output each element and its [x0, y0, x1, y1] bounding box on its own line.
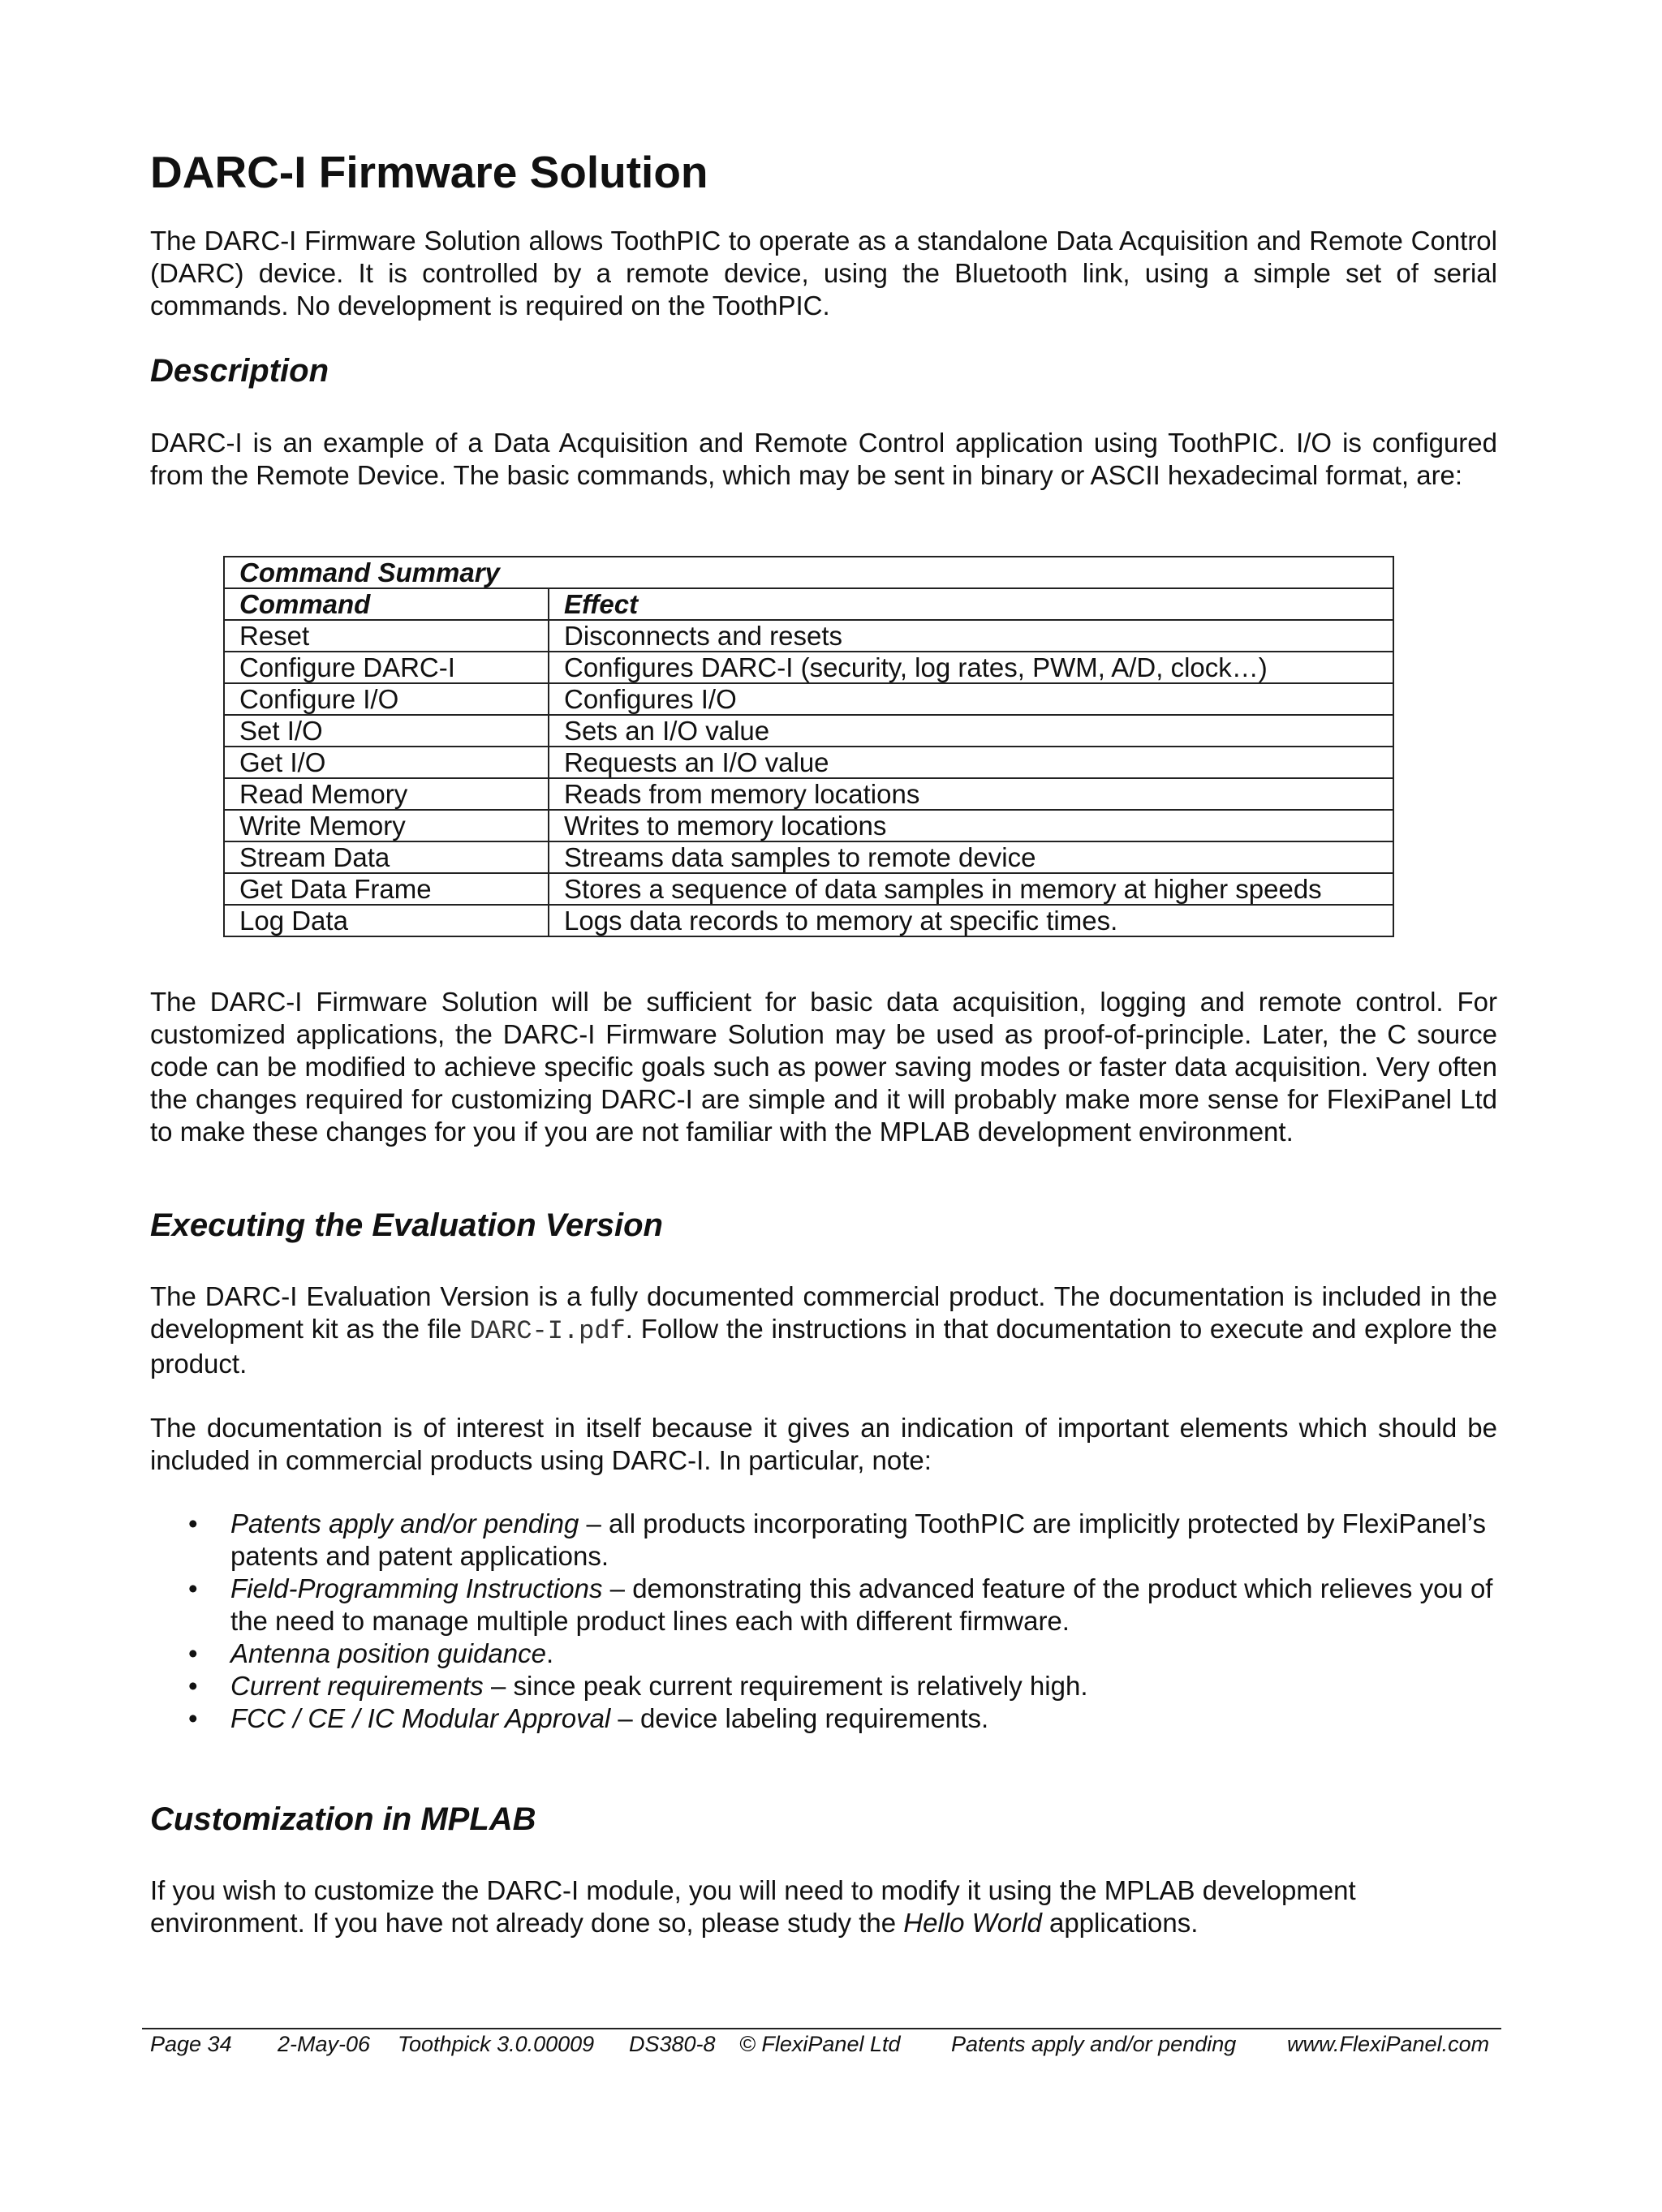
column-header-effect: Effect [549, 588, 1393, 620]
footer-document-number: DS380-8 [629, 2032, 716, 2056]
footer-website-link[interactable]: www.FlexiPanel.com [1287, 2032, 1490, 2056]
footer-product-version: Toothpick 3.0.00009 [398, 2032, 595, 2056]
customization-text-a: If you wish to customize the DARC-I module, you will need to modify it using the MPLAB development environment. If you have not already done so, please study the [150, 1875, 1356, 1938]
bullet-icon: • [188, 1508, 198, 1539]
table-row [224, 810, 1393, 841]
list-item [150, 1637, 1497, 1670]
table-row [224, 841, 1393, 873]
command-summary-table [223, 556, 1394, 937]
evaluation-heading: Executing the Evaluation Version [150, 1207, 663, 1243]
list-item-emphasis: Antenna position guidance [230, 1638, 546, 1668]
table-header-row [224, 588, 1393, 620]
table-row [224, 715, 1393, 747]
column-header-command: Command [224, 588, 549, 620]
list-item-emphasis: FCC / CE / IC Modular Approval [230, 1703, 611, 1733]
list-item-emphasis: Current requirements [230, 1671, 484, 1701]
list-item-text: – demonstrating this advanced feature of the product which relieves you of the need to manage multiple product lines each with different firmware. [230, 1573, 1493, 1636]
customization-paragraph [150, 1874, 1416, 1939]
table-row [224, 620, 1393, 652]
footer-patents: Patents apply and/or pending [951, 2032, 1237, 2056]
evaluation-text-b: . Follow the instructions in that documentation to execute and explore the product. [150, 1314, 1497, 1379]
evaluation-paragraph-1 [150, 1280, 1497, 1380]
footer-date: 2-May-06 [278, 2032, 371, 2056]
description-heading: Description [150, 353, 329, 389]
list-item-text: – since peak current requirement is relatively high. [483, 1671, 1088, 1701]
notes-list [150, 1508, 1497, 1735]
page-title: DARC-I Firmware Solution [150, 147, 708, 197]
command-cell: Reset [224, 620, 549, 652]
command-cell: Write Memory [224, 810, 549, 841]
table-caption-row [224, 557, 1393, 588]
command-cell: Set I/O [224, 715, 549, 747]
effect-cell: Streams data samples to remote device [549, 841, 1393, 873]
description-paragraph: DARC-I is an example of a Data Acquisition and Remote Control application using ToothPIC. I/O is configured from the Remote Device. The basic commands, which may be sent in binary or ASCII hexadecimal format, are: [150, 428, 1497, 490]
table-row [224, 905, 1393, 936]
command-cell: Stream Data [224, 841, 549, 873]
effect-cell: Stores a sequence of data samples in memory at higher speeds [549, 873, 1393, 905]
effect-cell: Sets an I/O value [549, 715, 1393, 747]
table-caption: Command Summary [224, 557, 1393, 588]
table-row [224, 652, 1393, 683]
list-item [150, 1573, 1497, 1637]
command-cell: Configure DARC-I [224, 652, 549, 683]
table-row [224, 683, 1393, 715]
evaluation-text-a: The DARC-I Evaluation Version is a fully documented commercial product. The documentation is included in the development kit as the file [150, 1281, 1497, 1344]
customization-heading: Customization in MPLAB [150, 1801, 536, 1837]
list-item-text: – device labeling requirements. [610, 1703, 989, 1733]
table-row [224, 747, 1393, 778]
effect-cell: Configures I/O [549, 683, 1393, 715]
list-item [150, 1508, 1497, 1573]
footer-page-number: Page 34 [150, 2032, 232, 2056]
list-item-emphasis: Field-Programming Instructions [230, 1573, 603, 1603]
list-item [150, 1702, 1497, 1735]
command-cell: Get Data Frame [224, 873, 549, 905]
bullet-icon: • [188, 1671, 198, 1701]
effect-cell: Disconnects and resets [549, 620, 1393, 652]
effect-cell: Logs data records to memory at specific times. [549, 905, 1393, 936]
effect-cell: Reads from memory locations [549, 778, 1393, 810]
table-row [224, 778, 1393, 810]
after-table-paragraph: The DARC-I Firmware Solution will be sufficient for basic data acquisition, logging and remote control. For customized applications, the DARC-I Firmware Solution may be used as proof-of-principle. Later, the C source code can be modified to achieve specific goals such as power saving modes or faster data acquisition. Very often the changes required for customizing DARC-I are simple and it will probably make more sense for FlexiPanel Ltd to make these changes for you if you are not familiar with the MPLAB development environment. [150, 987, 1497, 1147]
bullet-icon: • [188, 1638, 198, 1668]
effect-cell: Configures DARC-I (security, log rates, PWM, A/D, clock…) [549, 652, 1393, 683]
footer-divider [142, 2028, 1501, 2029]
command-cell: Log Data [224, 905, 549, 936]
bullet-icon: • [188, 1703, 198, 1733]
list-item-text: – all products incorporating ToothPIC are implicitly protected by FlexiPanel’s patents and patent applications. [230, 1508, 1486, 1571]
evaluation-paragraph-2: The documentation is of interest in itself because it gives an indication of important elements which should be included in commercial products using DARC-I. In particular, note: [150, 1413, 1497, 1475]
footer-copyright: © FlexiPanel Ltd [739, 2032, 901, 2056]
command-cell: Read Memory [224, 778, 549, 810]
effect-cell: Writes to memory locations [549, 810, 1393, 841]
list-item-text: . [545, 1638, 554, 1668]
command-cell: Get I/O [224, 747, 549, 778]
list-item-emphasis: Patents apply and/or pending [230, 1508, 579, 1539]
pdf-filename: DARC-I.pdf [469, 1316, 626, 1346]
customization-text-b: applications. [1041, 1908, 1199, 1938]
intro-paragraph: The DARC-I Firmware Solution allows ToothPIC to operate as a standalone Data Acquisition and Remote Control (DARC) device. It is controlled by a remote device, using the Bluetooth link, using a simple set of serial commands. No development is required on the ToothPIC. [150, 226, 1497, 321]
hello-world-emphasis: Hello World [903, 1908, 1042, 1938]
list-item [150, 1670, 1497, 1702]
effect-cell: Requests an I/O value [549, 747, 1393, 778]
bullet-icon: • [188, 1573, 198, 1603]
table-row [224, 873, 1393, 905]
command-cell: Configure I/O [224, 683, 549, 715]
